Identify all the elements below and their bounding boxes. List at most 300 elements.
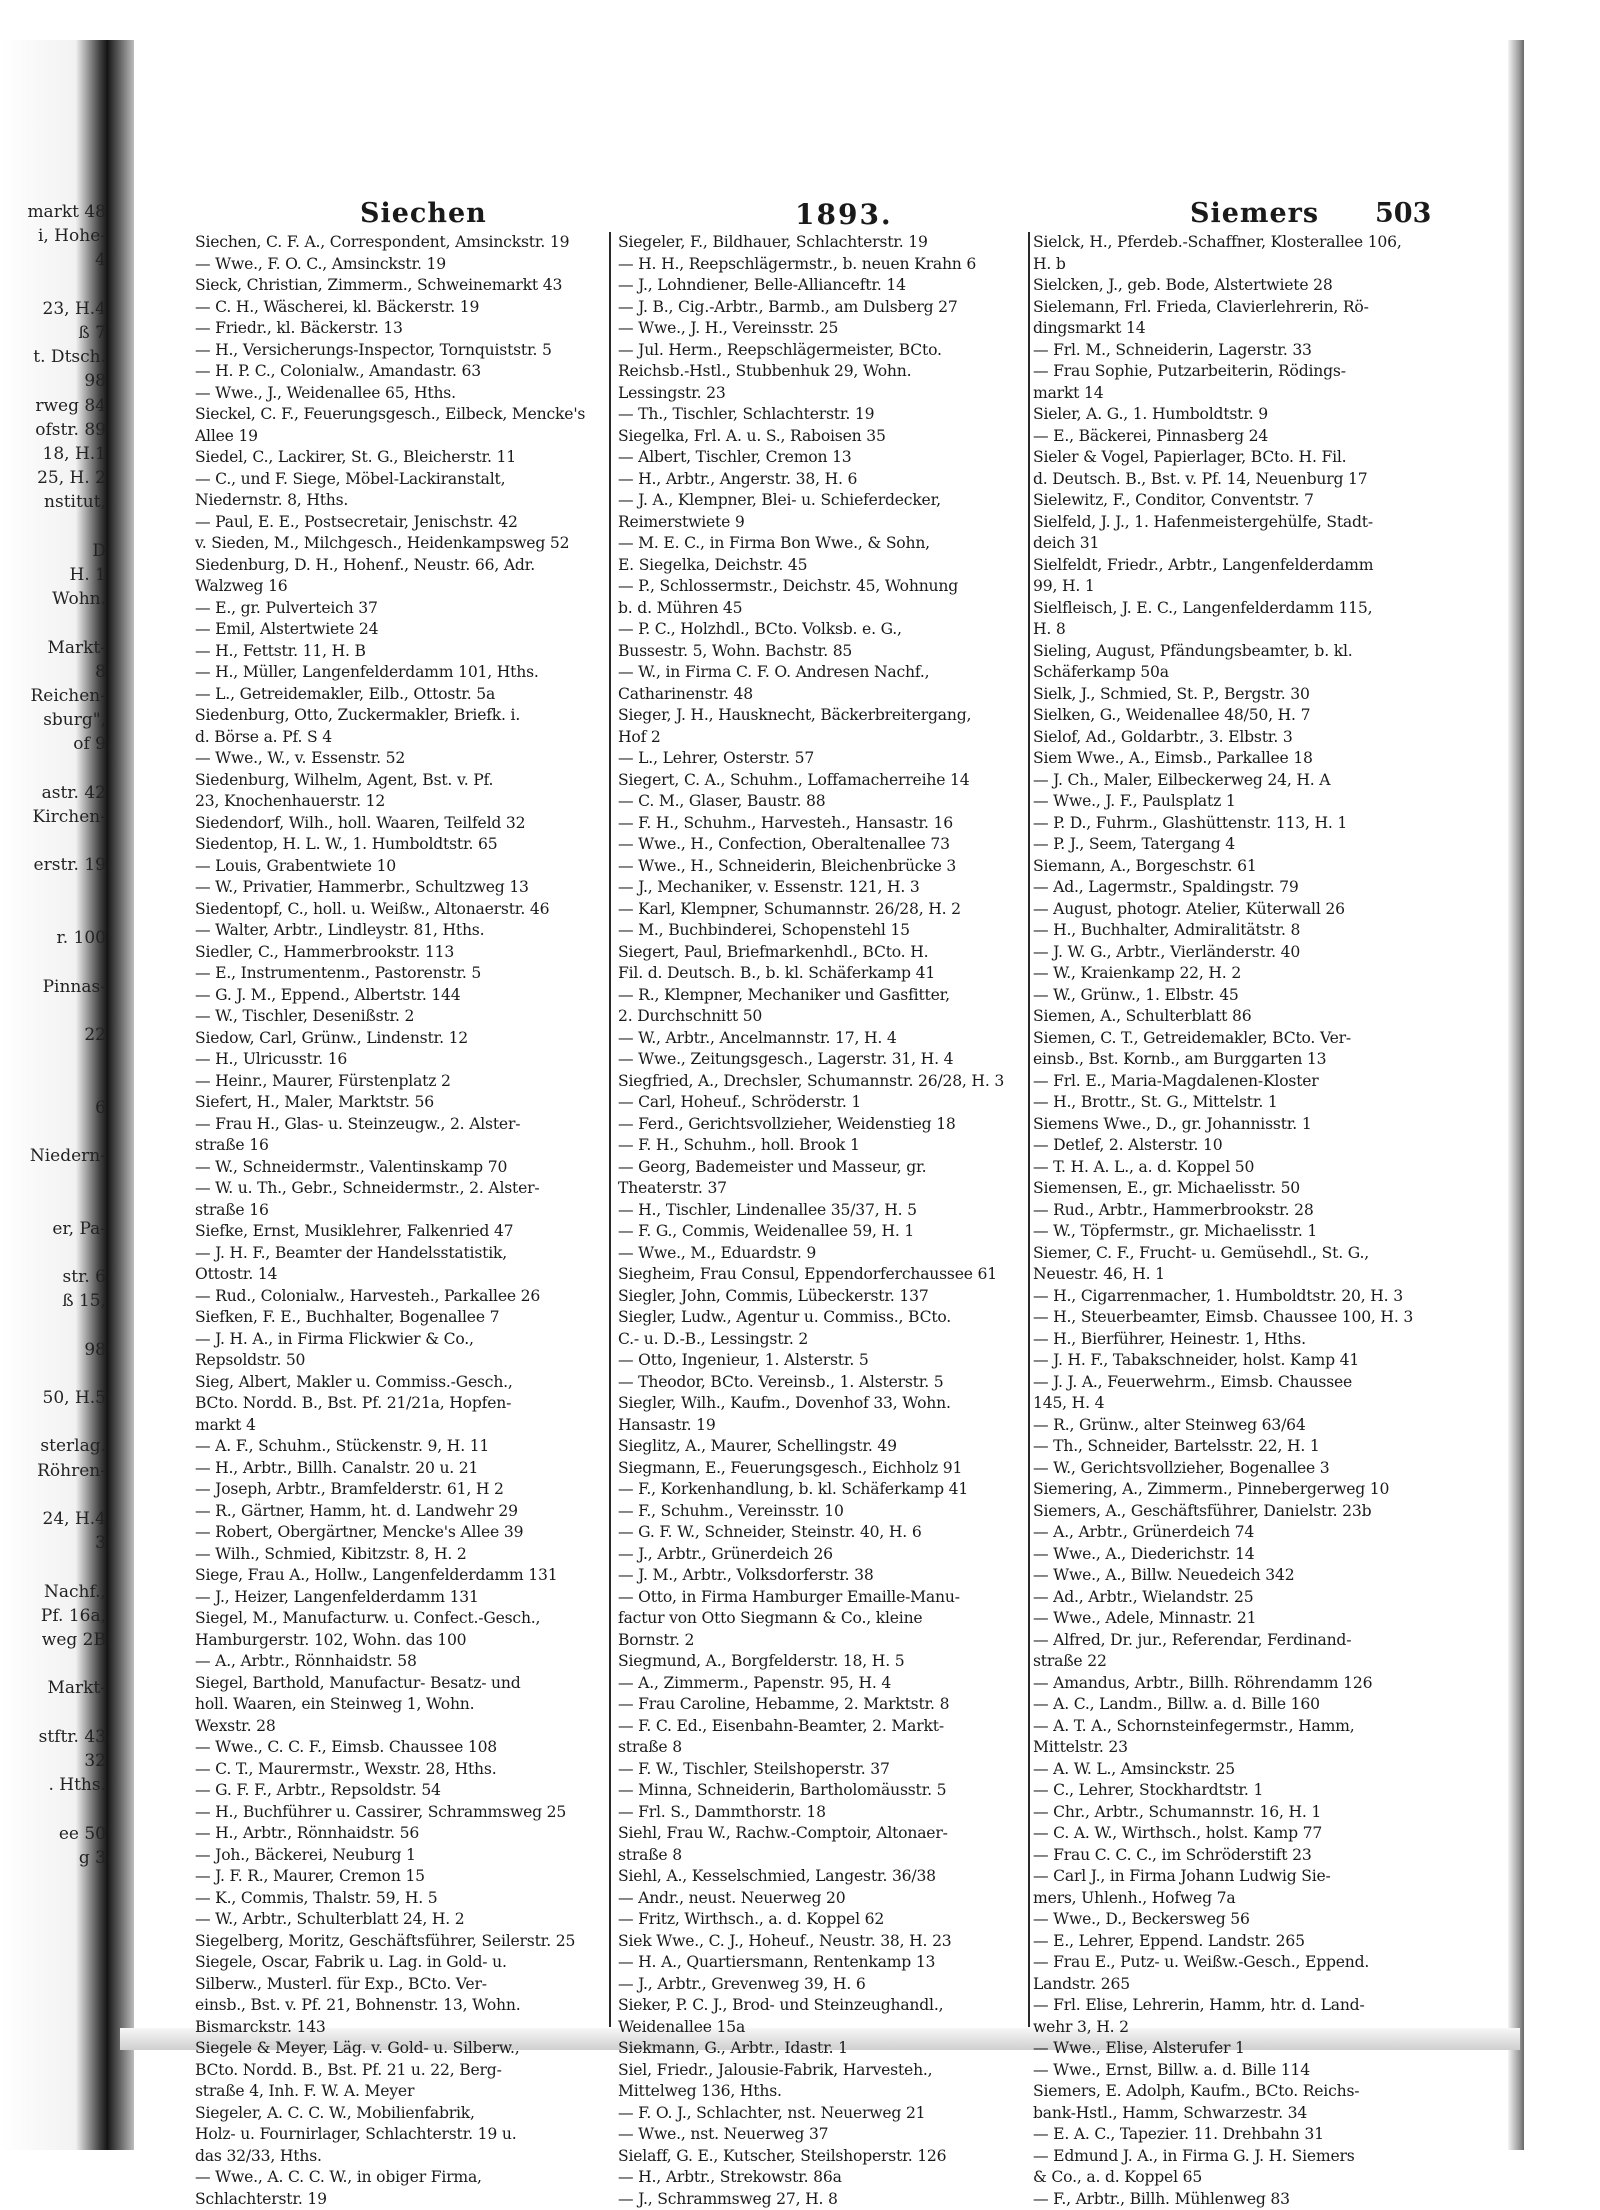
prev-page-fragment: 22 — [2, 1023, 106, 1047]
directory-entry-line: — Wwe., Adele, Minnastr. 21 — [1033, 1608, 1445, 1630]
directory-entry-line: — A., Zimmerm., Papenstr. 95, H. 4 — [618, 1673, 1026, 1695]
directory-entry-line: Sielewitz, F., Conditor, Conventstr. 7 — [1033, 490, 1445, 512]
directory-entry-line: — C., Lehrer, Stockhardtstr. 1 — [1033, 1780, 1445, 1802]
directory-entry-line: H. b — [1033, 254, 1445, 276]
directory-entry-line: Siefken, F. E., Buchhalter, Bogenallee 7 — [195, 1307, 605, 1329]
directory-entry-line: Hansastr. 19 — [618, 1415, 1026, 1437]
directory-entry-line: Sielaff, G. E., Kutscher, Steilshoperstr. 126 — [618, 2146, 1026, 2168]
column-rule-2 — [1028, 232, 1030, 2027]
directory-entry-line: — C. M., Glaser, Baustr. 88 — [618, 791, 1026, 813]
directory-entry-line: Siedel, C., Lackirer, St. G., Bleicherstr. 11 — [195, 447, 605, 469]
directory-entry-line: — F., Korkenhandlung, b. kl. Schäferkamp 41 — [618, 1479, 1026, 1501]
directory-entry-line: — H., Cigarrenmacher, 1. Humboldtstr. 20, H. 3 — [1033, 1286, 1445, 1308]
directory-entry-line: Siedow, Carl, Grünw., Lindenstr. 12 — [195, 1028, 605, 1050]
directory-entry-line: Sieker, P. C. J., Brod- und Steinzeughandl., — [618, 1995, 1026, 2017]
directory-entry-line: dingsmarkt 14 — [1033, 318, 1445, 340]
prev-page-fragment — [2, 757, 106, 781]
directory-entry-line: Wexstr. 28 — [195, 1716, 605, 1738]
directory-entry-line: — W., Kraienkamp 22, H. 2 — [1033, 963, 1445, 985]
directory-entry-line: — R., Grünw., alter Steinweg 63/64 — [1033, 1415, 1445, 1437]
directory-entry-line: Siegele & Meyer, Läg. v. Gold- u. Silberw., — [195, 2038, 605, 2060]
directory-entry-line: — Frl. M., Schneiderin, Lagerstr. 33 — [1033, 340, 1445, 362]
directory-entry-line: straße 4, Inh. F. W. A. Meyer — [195, 2081, 605, 2103]
directory-entry-line: — H. P. C., Colonialw., Amandastr. 63 — [195, 361, 605, 383]
prev-page-fragment — [2, 950, 106, 974]
directory-entry-line: Hamburgerstr. 102, Wohn. das 100 — [195, 1630, 605, 1652]
directory-entry-line: — P. J., Seem, Tatergang 4 — [1033, 834, 1445, 856]
directory-entry-line: — G. F. W., Schneider, Steinstr. 40, H. 6 — [618, 1522, 1026, 1544]
directory-entry-line: Siedenburg, Wilhelm, Agent, Bst. v. Pf. — [195, 770, 605, 792]
directory-entry-line: Neuestr. 46, H. 1 — [1033, 1264, 1445, 1286]
directory-entry-line: — Wwe., A. C. C. W., in obiger Firma, — [195, 2167, 605, 2189]
directory-entry-line: straße 16 — [195, 1135, 605, 1157]
directory-entry-line: Siem Wwe., A., Eimsb., Parkallee 18 — [1033, 748, 1445, 770]
directory-entry-line: Sieglitz, A., Maurer, Schellingstr. 49 — [618, 1436, 1026, 1458]
directory-entry-line: — P. D., Fuhrm., Glashüttenstr. 113, H. 1 — [1033, 813, 1445, 835]
prev-page-fragment: 6 — [2, 1096, 106, 1120]
directory-entry-line: markt 4 — [195, 1415, 605, 1437]
prev-page-fragment: 32 — [2, 1749, 106, 1773]
directory-entry-line: Siedentopf, C., holl. u. Weißw., Altonaerstr. 46 — [195, 899, 605, 921]
directory-entry-line: Theaterstr. 37 — [618, 1178, 1026, 1200]
directory-entry-line: — Wwe., H., Schneiderin, Bleichenbrücke 3 — [618, 856, 1026, 878]
directory-entry-line: Reimerstwiete 9 — [618, 512, 1026, 534]
directory-entry-line: Schlachterstr. 19 — [195, 2189, 605, 2210]
directory-entry-line: straße 8 — [618, 1845, 1026, 1867]
directory-entry-line: — Frau H., Glas- u. Steinzeugw., 2. Alster- — [195, 1114, 605, 1136]
directory-entry-line: Allee 19 — [195, 426, 605, 448]
prev-page-fragment: 23, H.4 — [2, 297, 106, 321]
prev-page-fragment: of 9 — [2, 732, 106, 756]
directory-entry-line: — Walter, Arbtr., Lindleystr. 81, Hths. — [195, 920, 605, 942]
directory-entry-line: Siehl, A., Kesselschmied, Langestr. 36/38 — [618, 1866, 1026, 1888]
prev-page-fragment: ß 7 — [2, 321, 106, 345]
directory-entry-line: Sielfeldt, Friedr., Arbtr., Langenfelderdamm — [1033, 555, 1445, 577]
directory-entry-line: Siefke, Ernst, Musiklehrer, Falkenried 47 — [195, 1221, 605, 1243]
prev-page-fragment: 8 — [2, 660, 106, 684]
directory-entry-line: — H., Arbtr., Strekowstr. 86a — [618, 2167, 1026, 2189]
prev-page-fragment: Reichen- — [2, 684, 106, 708]
directory-entry-line: — A. F., Schuhm., Stückenstr. 9, H. 11 — [195, 1436, 605, 1458]
directory-entry-line: — Wwe., Ernst, Billw. a. d. Bille 114 — [1033, 2060, 1445, 2082]
directory-entry-line: Siedendorf, Wilh., holl. Waaren, Teilfeld 32 — [195, 813, 605, 835]
directory-entry-line: — P. C., Holzhdl., BCto. Volksb. e. G., — [618, 619, 1026, 641]
prev-page-fragment: sburg", — [2, 708, 106, 732]
prev-page-fragment: r. 100 — [2, 926, 106, 950]
directory-entry-line: — Emil, Alstertwiete 24 — [195, 619, 605, 641]
directory-entry-line: — C. H., Wäscherei, kl. Bäckerstr. 19 — [195, 297, 605, 319]
prev-page-fragment: astr. 42 — [2, 781, 106, 805]
directory-entry-line: — Th., Schneider, Bartelsstr. 22, H. 1 — [1033, 1436, 1445, 1458]
prev-page-fragment: g 3 — [2, 1846, 106, 1870]
directory-entry-line: — Carl, Hoheuf., Schröderstr. 1 — [618, 1092, 1026, 1114]
directory-entry-line: — Minna, Schneiderin, Bartholomäusstr. 5 — [618, 1780, 1026, 1802]
prev-page-fragment: Kirchen- — [2, 805, 106, 829]
directory-entry-line: — Wwe., A., Billw. Neuedeich 342 — [1033, 1565, 1445, 1587]
directory-entry-line: Sielck, H., Pferdeb.-Schaffner, Klosterallee 106, — [1033, 232, 1445, 254]
directory-entry-line: straße 8 — [618, 1737, 1026, 1759]
directory-entry-line: Siehl, Frau W., Rachw.-Comptoir, Altonaer- — [618, 1823, 1026, 1845]
directory-entry-line: — W., Arbtr., Ancelmannstr. 17, H. 4 — [618, 1028, 1026, 1050]
directory-entry-line: Silberw., Musterl. für Exp., BCto. Ver- — [195, 1974, 605, 1996]
directory-entry-line: Bismarckstr. 143 — [195, 2017, 605, 2039]
prev-page-fragment — [2, 515, 106, 539]
directory-entry-line: — A. T. A., Schornsteinfegermstr., Hamm, — [1033, 1716, 1445, 1738]
directory-entry-line: — F., Schuhm., Vereinsstr. 10 — [618, 1501, 1026, 1523]
directory-entry-line: — R., Klempner, Mechaniker und Gasfitter, — [618, 985, 1026, 1007]
prev-page-fragment — [2, 1192, 106, 1216]
directory-entry-line: Sieling, August, Pfändungsbeamter, b. kl. — [1033, 641, 1445, 663]
directory-entry-line: — Rud., Colonialw., Harvesteh., Parkallee 26 — [195, 1286, 605, 1308]
prev-page-fragment — [2, 1483, 106, 1507]
prev-page-fragment: Pinnas- — [2, 975, 106, 999]
directory-entry-line: BCto. Nordd. B., Bst. Pf. 21 u. 22, Berg- — [195, 2060, 605, 2082]
directory-entry-line: — Wwe., M., Eduardstr. 9 — [618, 1243, 1026, 1265]
directory-entry-line: Holz- u. Fournirlager, Schlachterstr. 19 u. — [195, 2124, 605, 2146]
prev-page-fragment — [2, 611, 106, 635]
directory-entry-line: — A., Arbtr., Grünerdeich 74 — [1033, 1522, 1445, 1544]
directory-entry-line: — Alfred, Dr. jur., Referendar, Ferdinand- — [1033, 1630, 1445, 1652]
directory-entry-line: H. 8 — [1033, 619, 1445, 641]
directory-entry-line: — Ad., Arbtr., Wielandstr. 25 — [1033, 1587, 1445, 1609]
directory-entry-line: d. Börse a. Pf. S 4 — [195, 727, 605, 749]
directory-entry-line: Repsoldstr. 50 — [195, 1350, 605, 1372]
directory-entry-line: — W., Töpfermstr., gr. Michaelisstr. 1 — [1033, 1221, 1445, 1243]
directory-entry-line: Sieckel, C. F., Feuerungsgesch., Eilbeck, Mencke's — [195, 404, 605, 426]
directory-entry-line: Siedentop, H. L. W., 1. Humboldtstr. 65 — [195, 834, 605, 856]
prev-page-fragment: t. Dtsch. — [2, 345, 106, 369]
directory-entry-line: — R., Gärtner, Hamm, ht. d. Landwehr 29 — [195, 1501, 605, 1523]
directory-entry-line: Siedenburg, Otto, Zuckermakler, Briefk. i. — [195, 705, 605, 727]
directory-entry-line: Mittelstr. 23 — [1033, 1737, 1445, 1759]
prev-page-fragment: stftr. 43 — [2, 1725, 106, 1749]
directory-entry-line: — Amandus, Arbtr., Billh. Röhrendamm 126 — [1033, 1673, 1445, 1695]
directory-entry-line: Siege, Frau A., Hollw., Langenfelderdamm 131 — [195, 1565, 605, 1587]
directory-entry-line: — W., in Firma C. F. O. Andresen Nachf., — [618, 662, 1026, 684]
directory-entry-line: factur von Otto Siegmann & Co., kleine — [618, 1608, 1026, 1630]
directory-entry-line: — J., Mechaniker, v. Essenstr. 121, H. 3 — [618, 877, 1026, 899]
directory-entry-line: — J., Schrammsweg 27, H. 8 — [618, 2189, 1026, 2210]
prev-page-fragment — [2, 1797, 106, 1821]
directory-entry-line: — A., Arbtr., Rönnhaidstr. 58 — [195, 1651, 605, 1673]
directory-entry-line: — A. W. L., Amsinckstr. 25 — [1033, 1759, 1445, 1781]
directory-entry-line: — Joseph, Arbtr., Bramfelderstr. 61, H 2 — [195, 1479, 605, 1501]
directory-entry-line: — C., und F. Siege, Möbel-Lackiranstalt, — [195, 469, 605, 491]
prev-page-fragment: Nachf., — [2, 1580, 106, 1604]
prev-page-fragment: . Hths. — [2, 1773, 106, 1797]
prev-page-fragment — [2, 1047, 106, 1071]
directory-entry-line: — H., Arbtr., Angerstr. 38, H. 6 — [618, 469, 1026, 491]
directory-entry-line: Siemering, A., Zimmerm., Pinnebergerweg 10 — [1033, 1479, 1445, 1501]
directory-entry-line: — E., Bäckerei, Pinnasberg 24 — [1033, 426, 1445, 448]
directory-entry-line: Siemers, E. Adolph, Kaufm., BCto. Reichs- — [1033, 2081, 1445, 2103]
prev-page-fragment: 25, H. 2 — [2, 466, 106, 490]
directory-entry-line: — Wwe., nst. Neuerweg 37 — [618, 2124, 1026, 2146]
directory-entry-line: Siekmann, G., Arbtr., Idastr. 1 — [618, 2038, 1026, 2060]
prev-page-fragment: 50, H.5 — [2, 1386, 106, 1410]
directory-entry-line: Siedenburg, D. H., Hohenf., Neustr. 66, Adr. — [195, 555, 605, 577]
directory-entry-line: — H., Versicherungs-Inspector, Tornquiststr. 5 — [195, 340, 605, 362]
directory-entry-line: markt 14 — [1033, 383, 1445, 405]
directory-column-1 — [195, 232, 605, 2032]
directory-entry-line: einsb., Bst. v. Pf. 21, Bohnenstr. 13, Wohn. — [195, 1995, 605, 2017]
header-year: 1893. — [795, 198, 893, 231]
directory-entry-line: 2. Durchschnitt 50 — [618, 1006, 1026, 1028]
prev-page-fragment: 98 — [2, 1338, 106, 1362]
directory-entry-line: — Wwe., D., Beckersweg 56 — [1033, 1909, 1445, 1931]
directory-entry-line: — F. O. J., Schlachter, nst. Neuerweg 21 — [618, 2103, 1026, 2125]
prev-page-fragment: Röhren- — [2, 1459, 106, 1483]
directory-entry-line: — F. C. Ed., Eisenbahn-Beamter, 2. Markt- — [618, 1716, 1026, 1738]
directory-entry-line: — J. Ch., Maler, Eilbeckerweg 24, H. A — [1033, 770, 1445, 792]
directory-entry-line: — Detlef, 2. Alsterstr. 10 — [1033, 1135, 1445, 1157]
directory-entry-line: — August, photogr. Atelier, Küterwall 26 — [1033, 899, 1445, 921]
directory-entry-line: — Otto, in Firma Hamburger Emaille-Manu- — [618, 1587, 1026, 1609]
directory-entry-line: straße 16 — [195, 1200, 605, 1222]
directory-entry-line: — Frau Sophie, Putzarbeiterin, Rödings- — [1033, 361, 1445, 383]
directory-entry-line: Sielcken, J., geb. Bode, Alstertwiete 28 — [1033, 275, 1445, 297]
directory-entry-line: — J. A., Klempner, Blei- u. Schieferdecker, — [618, 490, 1026, 512]
prev-page-fragment: H. 1 — [2, 563, 106, 587]
directory-entry-line: — J. H. A., in Firma Flickwier & Co., — [195, 1329, 605, 1351]
directory-entry-line: Siegfried, A., Drechsler, Schumannstr. 26/28, H. 3 — [618, 1071, 1026, 1093]
directory-entry-line: Sielemann, Frl. Frieda, Clavierlehrerin, Rö- — [1033, 297, 1445, 319]
directory-entry-line: — J. F. R., Maurer, Cremon 15 — [195, 1866, 605, 1888]
directory-entry-line: — J. J. A., Feuerwehrm., Eimsb. Chaussee — [1033, 1372, 1445, 1394]
prev-page-fragment: nstitut, — [2, 490, 106, 514]
directory-entry-line: Catharinenstr. 48 — [618, 684, 1026, 706]
directory-entry-line: Niedernstr. 8, Hths. — [195, 490, 605, 512]
directory-entry-line: — Ferd., Gerichtsvollzieher, Weidenstieg 18 — [618, 1114, 1026, 1136]
directory-entry-line: — Karl, Klempner, Schumannstr. 26/28, H. 2 — [618, 899, 1026, 921]
directory-entry-line: — Th., Tischler, Schlachterstr. 19 — [618, 404, 1026, 426]
directory-entry-line: — Fritz, Wirthsch., a. d. Koppel 62 — [618, 1909, 1026, 1931]
prev-page-fragment: 24, H.4 — [2, 1507, 106, 1531]
directory-entry-line: BCto. Nordd. B., Bst. Pf. 21/21a, Hopfen- — [195, 1393, 605, 1415]
prev-page-fragment — [2, 999, 106, 1023]
directory-entry-line: — Ad., Lagermstr., Spaldingstr. 79 — [1033, 877, 1445, 899]
directory-entry-line: — M. E. C., in Firma Bon Wwe., & Sohn, — [618, 533, 1026, 555]
prev-page-fragment: Wohn. — [2, 587, 106, 611]
directory-entry-line: Siemann, A., Borgeschstr. 61 — [1033, 856, 1445, 878]
directory-entry-line: — J., Heizer, Langenfelderdamm 131 — [195, 1587, 605, 1609]
prev-page-fragment — [2, 829, 106, 853]
directory-entry-line: Sieger, J. H., Hausknecht, Bäckerbreitergang, — [618, 705, 1026, 727]
directory-entry-line: — Wwe., H., Confection, Oberaltenallee 73 — [618, 834, 1026, 856]
prev-page-fragment — [2, 1652, 106, 1676]
prev-page-fragment: D — [2, 539, 106, 563]
directory-entry-line: — A. C., Landm., Billw. a. d. Bille 160 — [1033, 1694, 1445, 1716]
directory-entry-line: Sielfleisch, J. E. C., Langenfelderdamm 115, — [1033, 598, 1445, 620]
directory-entry-line: — Frau Caroline, Hebamme, 2. Marktstr. 8 — [618, 1694, 1026, 1716]
directory-entry-line: Siegele, Oscar, Fabrik u. Lag. in Gold- u. — [195, 1952, 605, 1974]
prev-page-fragment — [2, 1410, 106, 1434]
directory-entry-line: — J., Arbtr., Grevenweg 39, H. 6 — [618, 1974, 1026, 1996]
directory-entry-line: — J. H. F., Beamter der Handelsstatistik, — [195, 1243, 605, 1265]
directory-entry-line: Siegert, C. A., Schuhm., Loffamacherreihe 14 — [618, 770, 1026, 792]
directory-entry-line: — Frl. Elise, Lehrerin, Hamm, htr. d. Land- — [1033, 1995, 1445, 2017]
directory-entry-line: Siegler, Ludw., Agentur u. Commiss., BCto. — [618, 1307, 1026, 1329]
directory-entry-line: Mittelweg 136, Hths. — [618, 2081, 1026, 2103]
directory-entry-line: Siegel, Barthold, Manufactur- Besatz- und — [195, 1673, 605, 1695]
directory-entry-line: Siegler, Wilh., Kaufm., Dovenhof 33, Wohn. — [618, 1393, 1026, 1415]
directory-entry-line: 23, Knochenhauerstr. 12 — [195, 791, 605, 813]
directory-entry-line: Siegert, Paul, Briefmarkenhdl., BCto. H. — [618, 942, 1026, 964]
directory-entry-line: Siefert, H., Maler, Marktstr. 56 — [195, 1092, 605, 1114]
directory-entry-line: Siemen, C. T., Getreidemakler, BCto. Ver- — [1033, 1028, 1445, 1050]
directory-entry-line: — T. H. A. L., a. d. Koppel 50 — [1033, 1157, 1445, 1179]
directory-entry-line: deich 31 — [1033, 533, 1445, 555]
directory-entry-line: Siegheim, Frau Consul, Eppendorferchaussee 61 — [618, 1264, 1026, 1286]
directory-entry-line: Weidenallee 15a — [618, 2017, 1026, 2039]
directory-entry-line: — H., Arbtr., Rönnhaidstr. 56 — [195, 1823, 605, 1845]
directory-entry-line: — Paul, E. E., Postsecretair, Jenischstr. 42 — [195, 512, 605, 534]
directory-entry-line: mers, Uhlenh., Hofweg 7a — [1033, 1888, 1445, 1910]
directory-entry-line: — Frl. E., Maria-Magdalenen-Kloster — [1033, 1071, 1445, 1093]
prev-page-fragment: ofstr. 89 — [2, 418, 106, 442]
directory-entry-line: Sielof, Ad., Goldarbtr., 3. Elbstr. 3 — [1033, 727, 1445, 749]
directory-entry-line: — H., Brottr., St. G., Mittelstr. 1 — [1033, 1092, 1445, 1114]
directory-entry-line: — Edmund J. A., in Firma G. J. H. Siemers — [1033, 2146, 1445, 2168]
directory-entry-line: Siegler, John, Commis, Lübeckerstr. 137 — [618, 1286, 1026, 1308]
prev-page-fragment: 98 — [2, 369, 106, 393]
directory-entry-line: straße 22 — [1033, 1651, 1445, 1673]
prev-page-fragment — [2, 273, 106, 297]
directory-entry-line: — Albert, Tischler, Cremon 13 — [618, 447, 1026, 469]
directory-entry-line: — H., Tischler, Lindenallee 35/37, H. 5 — [618, 1200, 1026, 1222]
prev-page-fragment: Pf. 16a, — [2, 1604, 106, 1628]
directory-entry-line: — Louis, Grabentwiete 10 — [195, 856, 605, 878]
column-rule-1 — [609, 232, 611, 2027]
directory-entry-line: — Carl J., in Firma Johann Ludwig Sie- — [1033, 1866, 1445, 1888]
directory-entry-line: — Andr., neust. Neuerweg 20 — [618, 1888, 1026, 1910]
directory-entry-line: — W., Privatier, Hammerbr., Schultzweg 13 — [195, 877, 605, 899]
right-page-edge — [1508, 40, 1524, 2150]
prev-page-fragment — [2, 878, 106, 902]
directory-entry-line: — W., Gerichtsvollzieher, Bogenallee 3 — [1033, 1458, 1445, 1480]
directory-entry-line: — H., Müller, Langenfelderdamm 101, Hths. — [195, 662, 605, 684]
directory-entry-line: — H., Arbtr., Billh. Canalstr. 20 u. 21 — [195, 1458, 605, 1480]
prev-page-fragment: Markt- — [2, 636, 106, 660]
directory-entry-line: Siek Wwe., C. J., Hoheuf., Neustr. 38, H. 23 — [618, 1931, 1026, 1953]
directory-entry-line: — Wwe., F. O. C., Amsinckstr. 19 — [195, 254, 605, 276]
directory-entry-line: — Wwe., Elise, Alsterufer 1 — [1033, 2038, 1445, 2060]
directory-entry-line: — Jul. Herm., Reepschlägermeister, BCto. — [618, 340, 1026, 362]
directory-entry-line: — Joh., Bäckerei, Neuburg 1 — [195, 1845, 605, 1867]
directory-entry-line: — H., Fettstr. 11, H. B — [195, 641, 605, 663]
prev-page-fragment: str. 6 — [2, 1265, 106, 1289]
directory-entry-line: — E., Instrumentenm., Pastorenstr. 5 — [195, 963, 605, 985]
prev-page-fragment — [2, 1362, 106, 1386]
directory-entry-line: — Wwe., J. F., Paulsplatz 1 — [1033, 791, 1445, 813]
directory-entry-line: — Wwe., J. H., Vereinsstr. 25 — [618, 318, 1026, 340]
directory-entry-line: d. Deutsch. B., Bst. v. Pf. 14, Neuenburg 17 — [1033, 469, 1445, 491]
directory-entry-line: — W., Arbtr., Schulterblatt 24, H. 2 — [195, 1909, 605, 1931]
directory-entry-line: Siegel, M., Manufacturw. u. Confect.-Gesch., — [195, 1608, 605, 1630]
prev-page-fragment — [2, 902, 106, 926]
prev-page-fragment: 4 — [2, 248, 106, 272]
directory-column-2 — [618, 232, 1026, 2032]
directory-entry-line: — J. H. F., Tabakschneider, holst. Kamp 41 — [1033, 1350, 1445, 1372]
directory-entry-line: — W., Tischler, Desenißstr. 2 — [195, 1006, 605, 1028]
directory-entry-line: — Wwe., J., Weidenallee 65, Hths. — [195, 383, 605, 405]
directory-entry-line: Lessingstr. 23 — [618, 383, 1026, 405]
prev-page-fragment: weg 2B — [2, 1628, 106, 1652]
directory-entry-line: — Wwe., C. C. F., Eimsb. Chaussee 108 — [195, 1737, 605, 1759]
directory-entry-line: — Wwe., Zeitungsgesch., Lagerstr. 31, H. 4 — [618, 1049, 1026, 1071]
directory-entry-line: — W., Grünw., 1. Elbstr. 45 — [1033, 985, 1445, 1007]
directory-entry-line: Siechen, C. F. A., Correspondent, Amsinckstr. 19 — [195, 232, 605, 254]
directory-entry-line: — C. T., Maurermstr., Wexstr. 28, Hths. — [195, 1759, 605, 1781]
directory-entry-line: Sieck, Christian, Zimmerm., Schweinemarkt 43 — [195, 275, 605, 297]
directory-column-3 — [1033, 232, 1445, 2032]
directory-entry-line: wehr 3, H. 2 — [1033, 2017, 1445, 2039]
directory-entry-line: — E., Lehrer, Eppend. Landstr. 265 — [1033, 1931, 1445, 1953]
previous-page-column — [2, 200, 106, 2050]
directory-entry-line: — W. u. Th., Gebr., Schneidermstr., 2. Alster- — [195, 1178, 605, 1200]
directory-entry-line: — F. W., Tischler, Steilshoperstr. 37 — [618, 1759, 1026, 1781]
prev-page-fragment: markt 48 — [2, 200, 106, 224]
directory-entry-line: Siegmund, A., Borgfelderstr. 18, H. 5 — [618, 1651, 1026, 1673]
prev-page-fragment: ß 15, — [2, 1289, 106, 1313]
directory-entry-line: E. Siegelka, Deichstr. 45 — [618, 555, 1026, 577]
prev-page-fragment: er, Pa- — [2, 1217, 106, 1241]
prev-page-fragment — [2, 1241, 106, 1265]
directory-entry-line: — J. B., Cig.-Arbtr., Barmb., am Dulsberg 27 — [618, 297, 1026, 319]
directory-entry-line: Siel, Friedr., Jalousie-Fabrik, Harvesteh., — [618, 2060, 1026, 2082]
prev-page-fragment: erstr. 19 — [2, 853, 106, 877]
directory-entry-line: — F. H., Schuhm., holl. Brook 1 — [618, 1135, 1026, 1157]
directory-entry-line: — H., Bierführer, Heinestr. 1, Hths. — [1033, 1329, 1445, 1351]
directory-entry-line: Sielk, J., Schmied, St. P., Bergstr. 30 — [1033, 684, 1445, 706]
prev-page-fragment — [2, 1071, 106, 1095]
directory-entry-line: — L., Getreidemakler, Eilb., Ottostr. 5a — [195, 684, 605, 706]
directory-entry-line: & Co., a. d. Koppel 65 — [1033, 2167, 1445, 2189]
directory-entry-line: Siemensen, E., gr. Michaelisstr. 50 — [1033, 1178, 1445, 1200]
directory-entry-line: Siemers, A., Geschäftsführer, Danielstr. 23b — [1033, 1501, 1445, 1523]
directory-entry-line: Siemen, A., Schulterblatt 86 — [1033, 1006, 1445, 1028]
directory-entry-line: — H., Steuerbeamter, Eimsb. Chaussee 100, H. 3 — [1033, 1307, 1445, 1329]
directory-entry-line: Schäferkamp 50a — [1033, 662, 1445, 684]
directory-entry-line: — Wilh., Schmied, Kibitzstr. 8, H. 2 — [195, 1544, 605, 1566]
directory-entry-line: b. d. Mühren 45 — [618, 598, 1026, 620]
directory-entry-line: — H. H., Reepschlägermstr., b. neuen Krahn 6 — [618, 254, 1026, 276]
directory-entry-line: Landstr. 265 — [1033, 1974, 1445, 1996]
directory-entry-line: — J. W. G., Arbtr., Vierländerstr. 40 — [1033, 942, 1445, 964]
directory-entry-line: — M., Buchbinderei, Schopenstehl 15 — [618, 920, 1026, 942]
directory-entry-line: C.- u. D.-B., Lessingstr. 2 — [618, 1329, 1026, 1351]
directory-entry-line: Fil. d. Deutsch. B., b. kl. Schäferkamp 41 — [618, 963, 1026, 985]
directory-entry-line: einsb., Bst. Kornb., am Burggarten 13 — [1033, 1049, 1445, 1071]
directory-entry-line: — G. J. M., Eppend., Albertstr. 144 — [195, 985, 605, 1007]
directory-entry-line: — E., gr. Pulverteich 37 — [195, 598, 605, 620]
directory-entry-line: Sieler & Vogel, Papierlager, BCto. H. Fil. — [1033, 447, 1445, 469]
directory-entry-line: — K., Commis, Thalstr. 59, H. 5 — [195, 1888, 605, 1910]
directory-entry-line: — Heinr., Maurer, Fürstenplatz 2 — [195, 1071, 605, 1093]
directory-entry-line: Siegmann, E., Feuerungsgesch., Eichholz 91 — [618, 1458, 1026, 1480]
directory-entry-line: — Frl. S., Dammthorstr. 18 — [618, 1802, 1026, 1824]
header-first-entry: Siechen — [360, 198, 487, 229]
directory-entry-line: — H., Buchführer u. Cassirer, Schrammsweg 25 — [195, 1802, 605, 1824]
directory-entry-line: — Wwe., W., v. Essenstr. 52 — [195, 748, 605, 770]
directory-entry-line: — F. G., Commis, Weidenallee 59, H. 1 — [618, 1221, 1026, 1243]
book-gutter — [108, 40, 134, 2150]
prev-page-fragment: sterlag. — [2, 1434, 106, 1458]
directory-entry-line: v. Sieden, M., Milchgesch., Heidenkampsweg 52 — [195, 533, 605, 555]
directory-entry-line: — J., Lohndiener, Belle-Allianceftr. 14 — [618, 275, 1026, 297]
directory-entry-line: Sieg, Albert, Makler u. Commiss.-Gesch., — [195, 1372, 605, 1394]
directory-entry-line: Siegelberg, Moritz, Geschäftsführer, Seilerstr. 25 — [195, 1931, 605, 1953]
